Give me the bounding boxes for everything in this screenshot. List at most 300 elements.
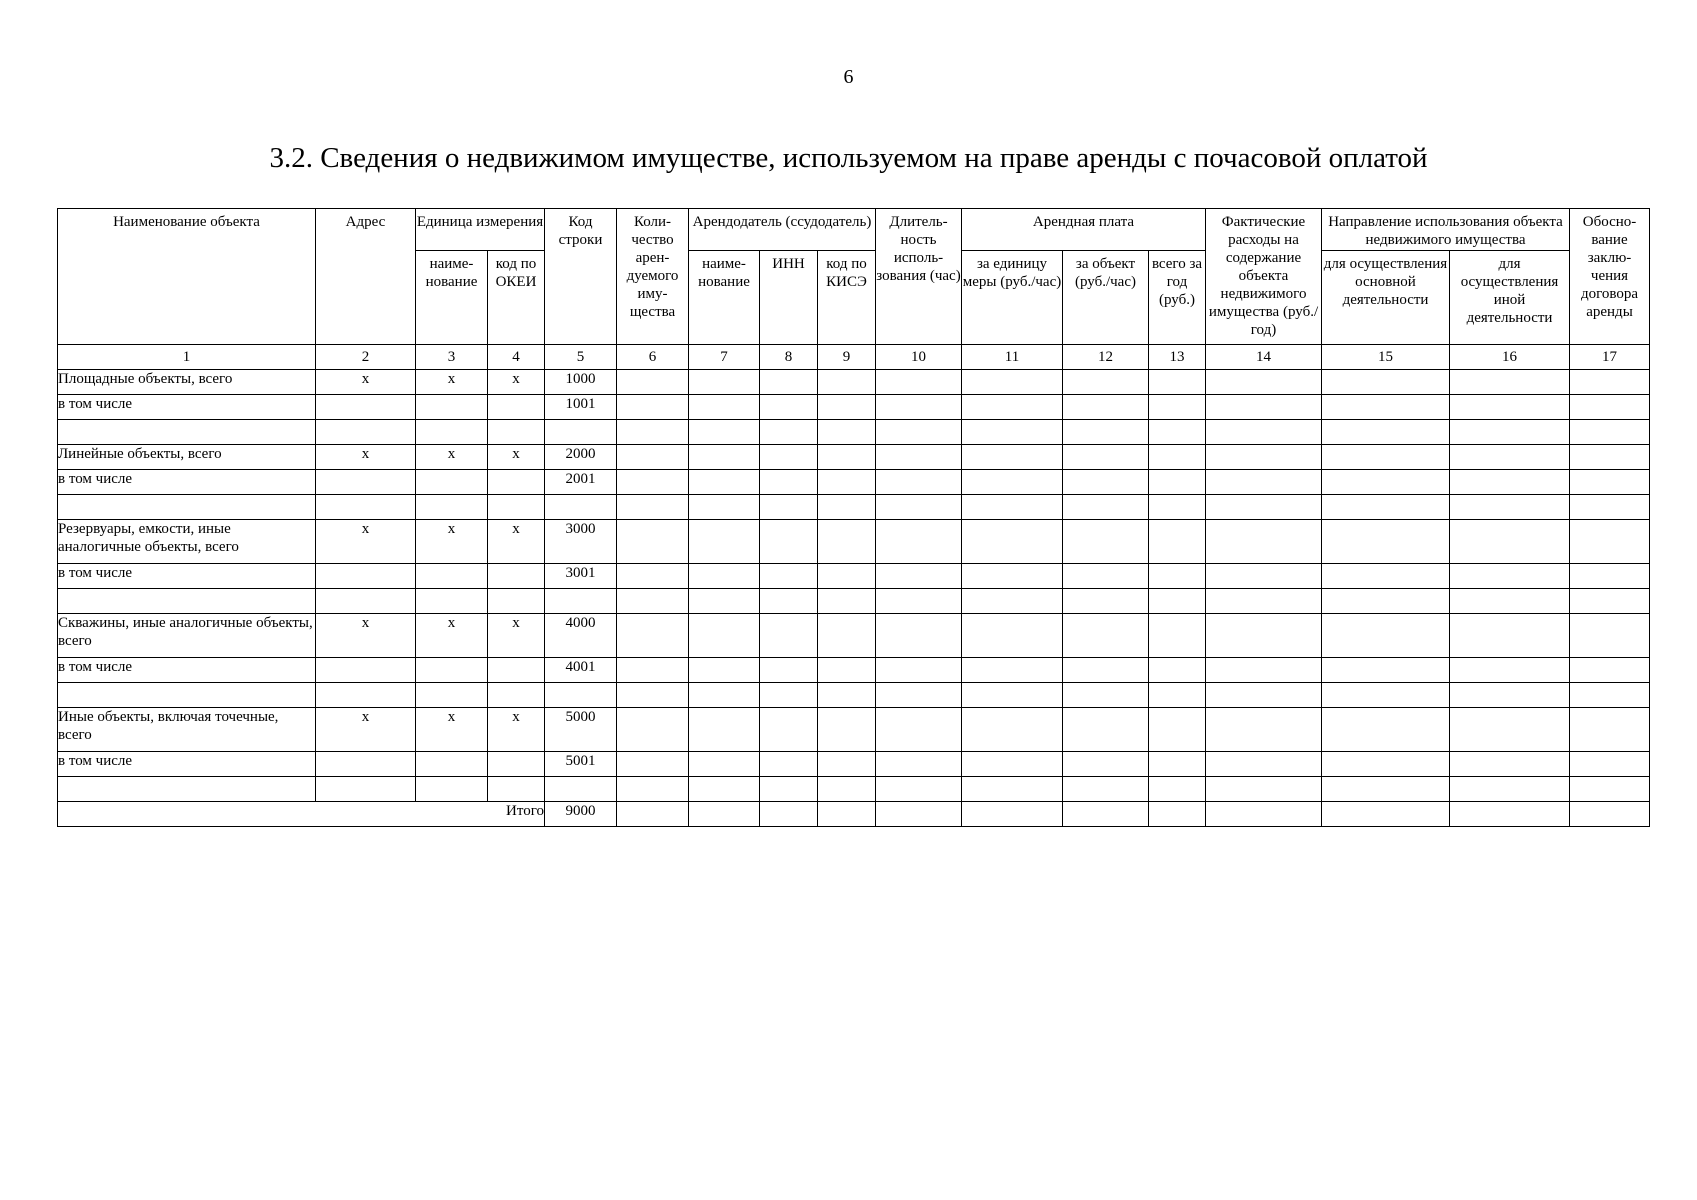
header-other-activity: для осуществления иной деятельности (1450, 251, 1570, 345)
empty-cell-col-17 (1570, 777, 1650, 802)
empty-cell-col-15 (1322, 395, 1450, 420)
empty-cell-col-9 (818, 470, 876, 495)
unit-name-cell (416, 495, 488, 520)
empty-cell-col-14 (1206, 495, 1322, 520)
empty-cell-col-7 (689, 802, 760, 827)
column-number: 14 (1206, 345, 1322, 370)
empty-cell-col-17 (1570, 470, 1650, 495)
unit-name-cell (416, 564, 488, 589)
okei-code-cell: х (488, 445, 545, 470)
empty-cell-col-14 (1206, 564, 1322, 589)
empty-cell-col-12 (1063, 420, 1149, 445)
empty-cell-col-17 (1570, 752, 1650, 777)
empty-cell-col-15 (1322, 495, 1450, 520)
empty-cell-col-7 (689, 777, 760, 802)
empty-cell-col-16 (1450, 589, 1570, 614)
empty-cell-col-14 (1206, 777, 1322, 802)
address-cell (316, 777, 416, 802)
empty-cell-col-8 (760, 589, 818, 614)
empty-cell-col-13 (1149, 420, 1206, 445)
empty-cell-col-7 (689, 708, 760, 752)
empty-cell-col-7 (689, 445, 760, 470)
okei-code-cell: х (488, 614, 545, 658)
empty-cell-col-10 (876, 708, 962, 752)
address-cell: х (316, 708, 416, 752)
empty-cell-col-11 (962, 520, 1063, 564)
empty-cell-col-17 (1570, 802, 1650, 827)
page-number: 6 (843, 66, 854, 88)
empty-cell-col-6 (617, 520, 689, 564)
empty-cell-col-8 (760, 658, 818, 683)
empty-cell-col-9 (818, 520, 876, 564)
empty-cell-col-14 (1206, 420, 1322, 445)
empty-cell-col-8 (760, 777, 818, 802)
empty-cell-col-14 (1206, 370, 1322, 395)
empty-cell-col-15 (1322, 589, 1450, 614)
row-code-cell: 1001 (545, 395, 617, 420)
empty-cell-col-10 (876, 520, 962, 564)
empty-cell-col-12 (1063, 614, 1149, 658)
empty-cell-col-8 (760, 470, 818, 495)
object-name-cell: в том числе (58, 658, 316, 683)
empty-cell-col-10 (876, 420, 962, 445)
empty-cell-col-9 (818, 708, 876, 752)
empty-cell-col-16 (1450, 420, 1570, 445)
empty-cell-col-7 (689, 395, 760, 420)
row-code-cell: 2000 (545, 445, 617, 470)
header-rent-per-unit: за единицу меры (руб./час) (962, 251, 1063, 345)
empty-cell-col-10 (876, 752, 962, 777)
empty-cell-col-8 (760, 564, 818, 589)
header-kise-code: код по КИСЭ (818, 251, 876, 345)
row-code-cell: 1000 (545, 370, 617, 395)
empty-cell-col-16 (1450, 658, 1570, 683)
empty-cell-col-11 (962, 614, 1063, 658)
table-row (58, 683, 1650, 708)
header-inn: ИНН (760, 251, 818, 345)
object-name-cell (58, 589, 316, 614)
column-number: 12 (1063, 345, 1149, 370)
empty-cell-col-13 (1149, 520, 1206, 564)
column-number: 6 (617, 345, 689, 370)
empty-cell-col-15 (1322, 777, 1450, 802)
address-cell (316, 564, 416, 589)
table-row (58, 395, 1650, 420)
empty-cell-col-11 (962, 589, 1063, 614)
table-row (58, 658, 1650, 683)
empty-cell-col-15 (1322, 420, 1450, 445)
empty-cell-col-6 (617, 495, 689, 520)
empty-cell-col-15 (1322, 370, 1450, 395)
empty-cell-col-11 (962, 752, 1063, 777)
empty-cell-col-16 (1450, 614, 1570, 658)
address-cell (316, 658, 416, 683)
empty-cell-col-14 (1206, 470, 1322, 495)
empty-cell-col-17 (1570, 614, 1650, 658)
empty-cell-col-14 (1206, 708, 1322, 752)
unit-name-cell (416, 470, 488, 495)
empty-cell-col-12 (1063, 370, 1149, 395)
rental-property-table (57, 208, 1650, 827)
header-actual-expenses: Фактические расходы на содержание объекта недвижимого имущества (руб./год) (1206, 209, 1322, 345)
empty-cell-col-8 (760, 683, 818, 708)
unit-name-cell (416, 658, 488, 683)
empty-cell-col-10 (876, 802, 962, 827)
empty-cell-col-11 (962, 395, 1063, 420)
empty-cell-col-14 (1206, 520, 1322, 564)
empty-cell-col-12 (1063, 708, 1149, 752)
empty-cell-col-8 (760, 420, 818, 445)
header-unit: Единица измерения (416, 209, 545, 251)
okei-code-cell (488, 495, 545, 520)
column-number: 13 (1149, 345, 1206, 370)
address-cell: х (316, 520, 416, 564)
empty-cell-col-7 (689, 420, 760, 445)
empty-cell-col-13 (1149, 445, 1206, 470)
header-usage-direction: Направление использования объекта недвижимого имущества (1322, 209, 1570, 251)
empty-cell-col-11 (962, 445, 1063, 470)
table-row (58, 470, 1650, 495)
empty-cell-col-11 (962, 708, 1063, 752)
empty-cell-col-15 (1322, 614, 1450, 658)
empty-cell-col-16 (1450, 708, 1570, 752)
okei-code-cell: х (488, 370, 545, 395)
empty-cell-col-10 (876, 564, 962, 589)
table-row (58, 445, 1650, 470)
empty-cell-col-16 (1450, 470, 1570, 495)
empty-cell-col-10 (876, 614, 962, 658)
empty-cell-col-10 (876, 395, 962, 420)
table-row (58, 708, 1650, 752)
row-code-cell: 5001 (545, 752, 617, 777)
empty-cell-col-11 (962, 777, 1063, 802)
object-name-cell: Резервуары, емкости, иные аналогичные объекты, всего (58, 520, 316, 564)
empty-cell-col-10 (876, 683, 962, 708)
address-cell (316, 683, 416, 708)
object-name-cell: в том числе (58, 395, 316, 420)
empty-cell-col-14 (1206, 683, 1322, 708)
empty-cell-col-13 (1149, 495, 1206, 520)
empty-cell-col-11 (962, 802, 1063, 827)
empty-cell-col-15 (1322, 470, 1450, 495)
empty-cell-col-10 (876, 495, 962, 520)
empty-cell-col-6 (617, 445, 689, 470)
empty-cell-col-12 (1063, 395, 1149, 420)
object-name-cell: Скважины, иные аналогичные объекты, всего (58, 614, 316, 658)
column-number: 9 (818, 345, 876, 370)
row-code-cell: 4001 (545, 658, 617, 683)
empty-cell-col-16 (1450, 777, 1570, 802)
total-code-cell: 9000 (545, 802, 617, 827)
unit-name-cell: х (416, 370, 488, 395)
row-code-cell: 3001 (545, 564, 617, 589)
empty-cell-col-14 (1206, 802, 1322, 827)
empty-cell-col-8 (760, 445, 818, 470)
row-code-cell: 2001 (545, 470, 617, 495)
row-code-cell: 3000 (545, 520, 617, 564)
empty-cell-col-8 (760, 520, 818, 564)
empty-cell-col-7 (689, 564, 760, 589)
column-number: 15 (1322, 345, 1450, 370)
empty-cell-col-16 (1450, 683, 1570, 708)
empty-cell-col-13 (1149, 614, 1206, 658)
empty-cell-col-17 (1570, 658, 1650, 683)
empty-cell-col-14 (1206, 752, 1322, 777)
empty-cell-col-16 (1450, 564, 1570, 589)
okei-code-cell: х (488, 520, 545, 564)
header-row-code: Код строки (545, 209, 617, 345)
empty-cell-col-9 (818, 802, 876, 827)
empty-cell-col-16 (1450, 752, 1570, 777)
unit-name-cell (416, 589, 488, 614)
empty-cell-col-8 (760, 495, 818, 520)
empty-cell-col-15 (1322, 752, 1450, 777)
column-number: 5 (545, 345, 617, 370)
address-cell: х (316, 445, 416, 470)
address-cell: х (316, 370, 416, 395)
empty-cell-col-13 (1149, 564, 1206, 589)
row-code-cell (545, 495, 617, 520)
empty-cell-col-13 (1149, 752, 1206, 777)
empty-cell-col-14 (1206, 589, 1322, 614)
column-number: 3 (416, 345, 488, 370)
empty-cell-col-17 (1570, 589, 1650, 614)
empty-cell-col-11 (962, 683, 1063, 708)
empty-cell-col-6 (617, 752, 689, 777)
okei-code-cell (488, 395, 545, 420)
empty-cell-col-6 (617, 658, 689, 683)
empty-cell-col-12 (1063, 658, 1149, 683)
object-name-cell: в том числе (58, 564, 316, 589)
row-code-cell (545, 420, 617, 445)
empty-cell-col-14 (1206, 395, 1322, 420)
header-justification: Обосно-вание заклю-чения договора аренды (1570, 209, 1650, 345)
empty-cell-col-7 (689, 520, 760, 564)
empty-cell-col-8 (760, 370, 818, 395)
empty-cell-col-11 (962, 370, 1063, 395)
empty-cell-col-14 (1206, 614, 1322, 658)
unit-name-cell: х (416, 520, 488, 564)
column-number: 17 (1570, 345, 1650, 370)
empty-cell-col-8 (760, 752, 818, 777)
address-cell (316, 395, 416, 420)
empty-cell-col-6 (617, 614, 689, 658)
empty-cell-col-11 (962, 420, 1063, 445)
column-number: 11 (962, 345, 1063, 370)
empty-cell-col-16 (1450, 802, 1570, 827)
column-numbers-row (58, 345, 1650, 370)
empty-cell-col-12 (1063, 752, 1149, 777)
object-name-cell: в том числе (58, 470, 316, 495)
address-cell (316, 589, 416, 614)
empty-cell-col-12 (1063, 445, 1149, 470)
empty-cell-col-17 (1570, 395, 1650, 420)
row-code-cell: 4000 (545, 614, 617, 658)
okei-code-cell (488, 589, 545, 614)
empty-cell-col-16 (1450, 395, 1570, 420)
empty-cell-col-6 (617, 708, 689, 752)
empty-cell-col-11 (962, 470, 1063, 495)
empty-cell-col-9 (818, 395, 876, 420)
empty-cell-col-13 (1149, 395, 1206, 420)
empty-cell-col-8 (760, 802, 818, 827)
empty-cell-col-9 (818, 420, 876, 445)
row-code-cell (545, 589, 617, 614)
okei-code-cell (488, 658, 545, 683)
address-cell (316, 495, 416, 520)
address-cell (316, 420, 416, 445)
empty-cell-col-9 (818, 370, 876, 395)
empty-cell-col-10 (876, 370, 962, 395)
unit-name-cell (416, 752, 488, 777)
address-cell (316, 752, 416, 777)
empty-cell-col-9 (818, 752, 876, 777)
empty-cell-col-12 (1063, 495, 1149, 520)
empty-cell-col-13 (1149, 802, 1206, 827)
empty-cell-col-8 (760, 395, 818, 420)
row-code-cell (545, 777, 617, 802)
empty-cell-col-13 (1149, 470, 1206, 495)
table-row (58, 589, 1650, 614)
empty-cell-col-11 (962, 564, 1063, 589)
unit-name-cell: х (416, 445, 488, 470)
empty-cell-col-12 (1063, 802, 1149, 827)
table-row (58, 370, 1650, 395)
empty-cell-col-12 (1063, 470, 1149, 495)
empty-cell-col-6 (617, 683, 689, 708)
header-okei-code: код по ОКЕИ (488, 251, 545, 345)
header-lessor: Арендодатель (ссудодатель) (689, 209, 876, 251)
empty-cell-col-16 (1450, 370, 1570, 395)
empty-cell-col-11 (962, 658, 1063, 683)
empty-cell-col-13 (1149, 589, 1206, 614)
empty-cell-col-6 (617, 470, 689, 495)
empty-cell-col-16 (1450, 520, 1570, 564)
empty-cell-col-6 (617, 777, 689, 802)
empty-cell-col-7 (689, 470, 760, 495)
column-number: 10 (876, 345, 962, 370)
header-object-name: Наименование объекта (58, 209, 316, 345)
empty-cell-col-11 (962, 495, 1063, 520)
header-unit-name: наиме-нование (416, 251, 488, 345)
table-row (58, 520, 1650, 564)
empty-cell-col-7 (689, 589, 760, 614)
empty-cell-col-14 (1206, 445, 1322, 470)
header-duration: Длитель-ность исполь-зования (час) (876, 209, 962, 345)
header-rent-per-object: за объект (руб./час) (1063, 251, 1149, 345)
table-row (58, 420, 1650, 445)
table-row (58, 564, 1650, 589)
table-row (58, 495, 1650, 520)
empty-cell-col-7 (689, 683, 760, 708)
object-name-cell: Линейные объекты, всего (58, 445, 316, 470)
empty-cell-col-9 (818, 777, 876, 802)
empty-cell-col-13 (1149, 658, 1206, 683)
header-quantity: Коли-чество арен-дуемого иму-щества (617, 209, 689, 345)
empty-cell-col-12 (1063, 589, 1149, 614)
empty-cell-col-6 (617, 395, 689, 420)
empty-cell-col-12 (1063, 520, 1149, 564)
empty-cell-col-17 (1570, 564, 1650, 589)
total-row (58, 802, 1650, 827)
table-body (58, 370, 1650, 827)
empty-cell-col-6 (617, 370, 689, 395)
unit-name-cell: х (416, 614, 488, 658)
empty-cell-col-12 (1063, 683, 1149, 708)
header-lessor-name: наиме-нование (689, 251, 760, 345)
okei-code-cell (488, 683, 545, 708)
total-label: Итого (58, 802, 545, 827)
empty-cell-col-8 (760, 708, 818, 752)
object-name-cell: в том числе (58, 752, 316, 777)
table-row (58, 777, 1650, 802)
empty-cell-col-10 (876, 777, 962, 802)
empty-cell-col-17 (1570, 445, 1650, 470)
unit-name-cell (416, 395, 488, 420)
empty-cell-col-7 (689, 495, 760, 520)
okei-code-cell: х (488, 708, 545, 752)
object-name-cell (58, 777, 316, 802)
empty-cell-col-16 (1450, 445, 1570, 470)
empty-cell-col-15 (1322, 708, 1450, 752)
empty-cell-col-13 (1149, 708, 1206, 752)
column-number: 1 (58, 345, 316, 370)
empty-cell-col-16 (1450, 495, 1570, 520)
empty-cell-col-17 (1570, 495, 1650, 520)
unit-name-cell (416, 420, 488, 445)
empty-cell-col-6 (617, 420, 689, 445)
empty-cell-col-14 (1206, 658, 1322, 683)
section-title: 3.2. Сведения о недвижимом имуществе, используемом на праве аренды с почасовой оплатой (269, 142, 1428, 174)
empty-cell-col-17 (1570, 520, 1650, 564)
okei-code-cell (488, 564, 545, 589)
object-name-cell (58, 495, 316, 520)
empty-cell-col-17 (1570, 420, 1650, 445)
header-address: Адрес (316, 209, 416, 345)
empty-cell-col-9 (818, 683, 876, 708)
unit-name-cell (416, 683, 488, 708)
empty-cell-col-12 (1063, 564, 1149, 589)
empty-cell-col-15 (1322, 658, 1450, 683)
unit-name-cell: х (416, 708, 488, 752)
object-name-cell (58, 683, 316, 708)
object-name-cell: Площадные объекты, всего (58, 370, 316, 395)
table-row (58, 752, 1650, 777)
unit-name-cell (416, 777, 488, 802)
empty-cell-col-13 (1149, 777, 1206, 802)
okei-code-cell (488, 752, 545, 777)
empty-cell-col-12 (1063, 777, 1149, 802)
empty-cell-col-7 (689, 658, 760, 683)
empty-cell-col-7 (689, 752, 760, 777)
empty-cell-col-15 (1322, 683, 1450, 708)
object-name-cell (58, 420, 316, 445)
empty-cell-col-9 (818, 589, 876, 614)
header-rent: Арендная плата (962, 209, 1206, 251)
object-name-cell: Иные объекты, включая точечные, всего (58, 708, 316, 752)
column-number: 7 (689, 345, 760, 370)
header-main-activity: для осуществления основной деятельности (1322, 251, 1450, 345)
empty-cell-col-9 (818, 564, 876, 589)
empty-cell-col-15 (1322, 564, 1450, 589)
okei-code-cell (488, 470, 545, 495)
empty-cell-col-7 (689, 614, 760, 658)
empty-cell-col-10 (876, 470, 962, 495)
empty-cell-col-9 (818, 495, 876, 520)
empty-cell-col-9 (818, 614, 876, 658)
address-cell: х (316, 614, 416, 658)
okei-code-cell (488, 420, 545, 445)
